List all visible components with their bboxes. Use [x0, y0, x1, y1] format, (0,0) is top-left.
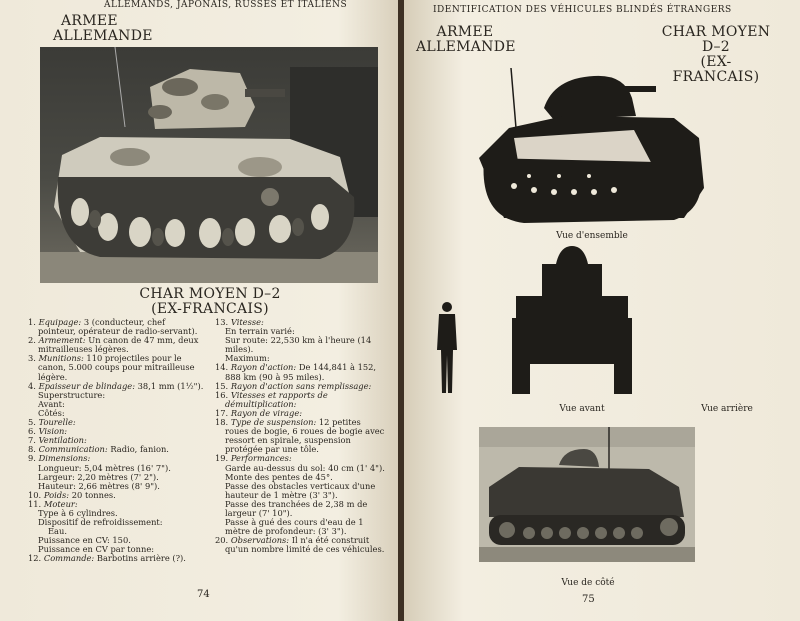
spec-item: Longueur: 5,04 mètres (16' 7").	[38, 462, 171, 473]
tank-line-1: CHAR MOYEN	[661, 24, 771, 40]
spec-number: 5.	[28, 417, 36, 428]
tank-name: CHAR MOYEN D–2	[139, 286, 281, 302]
army-line-2: ALLEMANDE	[416, 39, 516, 55]
spec-number: 8.	[28, 444, 36, 455]
spec-item: Garde au-dessus du sol: 40 cm (1' 4").	[225, 462, 385, 473]
tank-front-silhouette	[512, 244, 632, 396]
spec-item: Type à 6 cylindres.	[38, 507, 118, 518]
spec-number: 17.	[215, 407, 229, 418]
spec-label: Rayon de virage:	[230, 407, 303, 418]
spec-item	[215, 536, 385, 554]
soldier-silhouette	[434, 300, 460, 395]
spec-label: Poids:	[43, 489, 70, 500]
spec-item	[28, 354, 204, 381]
spec-label: Vision:	[38, 426, 68, 437]
army-label	[416, 25, 514, 55]
caption-front: Vue avant	[559, 404, 605, 414]
tank-overall-silhouette	[474, 68, 714, 228]
tank-photo	[40, 47, 378, 283]
spec-item	[215, 418, 385, 454]
spec-item: Côtés:	[38, 407, 65, 418]
spec-text: Barbotins arrière (?).	[94, 553, 186, 564]
left-page	[0, 0, 398, 621]
spec-item: Puissance en CV par tonne:	[38, 544, 155, 555]
spec-number: 4.	[28, 380, 36, 391]
spec-label: Performances:	[230, 453, 292, 464]
spec-item: Passe des obstacles verticaux d'une hauteur de 1 mètre (3' 3").	[225, 480, 376, 500]
caption-overall: Vue d'ensemble	[556, 231, 628, 241]
tank-origin: (EX-FRANCAIS)	[151, 301, 269, 317]
spec-item: Eau.	[48, 526, 67, 537]
spec-item: Passe à gué des cours d'eau de 1 mètre de profondeur: (3' 3").	[225, 517, 364, 537]
spec-item: En terrain varié:	[225, 326, 295, 337]
spec-item	[28, 318, 204, 336]
page-number: 74	[197, 589, 210, 600]
spec-item: Sur route: 22,530 km à l'heure (14 miles).	[225, 335, 372, 355]
spec-number: 19.	[215, 453, 229, 464]
tank-side-photo-image	[479, 427, 695, 562]
spec-item	[28, 554, 204, 563]
spec-text: Un canon de 47 mm, deux mitrailleuses légères.	[38, 335, 199, 355]
spec-label: Vitesses et rapports de démultiplication:	[225, 389, 328, 409]
spec-number: 12.	[28, 553, 42, 564]
spec-number: 13.	[215, 317, 229, 327]
spec-item: Monte des pentes de 45°.	[225, 471, 333, 482]
spec-label: Rayon d'action:	[230, 362, 297, 373]
running-head: ALLEMANDS, JAPONAIS, RUSSES ET ITALIENS	[104, 0, 348, 10]
spec-text: Il n'a été construit qu'un nombre limité de ces véhicules.	[225, 535, 385, 555]
spec-item: Dispositif de refroidissement:	[38, 517, 163, 528]
spec-label: Commande:	[43, 553, 95, 564]
army-line-1: ARMEE	[436, 24, 494, 40]
spec-label: Observations:	[230, 535, 290, 546]
spec-label: Communication:	[38, 444, 108, 455]
spec-item	[28, 336, 204, 354]
spec-text: 20 tonnes.	[69, 489, 116, 500]
spec-number: 11.	[28, 498, 42, 509]
spec-item: Passe des tranchées de 2,38 m de largeur (7' 10").	[225, 498, 368, 518]
spec-number: 16.	[215, 389, 229, 400]
spec-item: Superstructure:	[38, 389, 106, 400]
army-line-1: ARMEE	[61, 13, 118, 29]
spec-item: Largeur: 2,20 mètres (7' 2").	[38, 471, 159, 482]
spec-number: 3.	[28, 353, 36, 364]
spec-text: 110 projectiles pour le canon, 5.000 coups pour mitrailleuse légère.	[38, 353, 195, 382]
spec-label: Type de suspension:	[230, 417, 317, 428]
spec-column-2	[215, 318, 385, 554]
spec-text: De 144,841 à 152, 888 km (90 à 95 miles).	[225, 362, 377, 382]
spec-item: Maximum:	[225, 353, 270, 364]
tank-photo-image	[40, 47, 378, 283]
spec-label: Moteur:	[43, 498, 78, 509]
spec-text: 3 (conducteur, chef pointeur, opérateur de radio-servant).	[38, 317, 198, 337]
caption-side: Vue de côté	[561, 578, 615, 588]
spec-label: Munitions:	[38, 353, 84, 364]
spec-text: 12 petites roues de bogie, 6 roues de bogie avec ressort en spirale, suspension protégée par une tôle.	[225, 417, 385, 455]
tank-title	[100, 287, 320, 317]
spec-item: Puissance en CV: 150.	[38, 535, 131, 546]
spec-column-1	[28, 318, 204, 564]
spec-number: 15.	[215, 380, 229, 391]
tank-line-3: (EX-FRANCAIS)	[672, 54, 760, 85]
spec-item	[215, 391, 385, 409]
spec-text: Radio, fanion.	[107, 444, 169, 455]
spec-label: Dimensions:	[38, 453, 91, 464]
spec-number: 7.	[28, 435, 36, 446]
spec-item	[215, 363, 385, 381]
spec-number: 10.	[28, 489, 42, 500]
running-head: IDENTIFICATION DES VÉHICULES BLINDÉS ÉTRANGERS	[433, 5, 732, 15]
caption-rear: Vue arrière	[701, 404, 753, 414]
spec-number: 1.	[28, 317, 36, 327]
page-number: 75	[582, 594, 595, 605]
spec-label: Rayon d'action sans remplissage:	[230, 380, 372, 391]
spec-label: Tourelle:	[38, 417, 76, 428]
spec-label: Ventilation:	[38, 435, 87, 446]
spec-item: Hauteur: 2,66 mètres (8' 9").	[38, 480, 160, 491]
army-label	[53, 14, 153, 44]
spec-number: 9.	[28, 453, 36, 464]
spec-label: Epaisseur de blindage:	[38, 380, 135, 391]
right-page	[404, 0, 800, 621]
spec-item: Avant:	[38, 398, 65, 409]
spec-label: Equipage:	[38, 317, 82, 327]
army-line-2: ALLEMANDE	[53, 28, 153, 44]
tank-side-photo	[479, 427, 695, 562]
spec-text: 38,1 mm (1½").	[135, 380, 204, 391]
spec-label: Armement:	[38, 335, 86, 346]
spec-number: 18.	[215, 417, 229, 428]
spec-number: 2.	[28, 335, 36, 346]
spec-number: 14.	[215, 362, 229, 373]
spec-label: Vitesse:	[230, 317, 264, 327]
spec-number: 6.	[28, 426, 36, 437]
spec-number: 20.	[215, 535, 229, 546]
tank-line-2: D–2	[701, 39, 731, 55]
